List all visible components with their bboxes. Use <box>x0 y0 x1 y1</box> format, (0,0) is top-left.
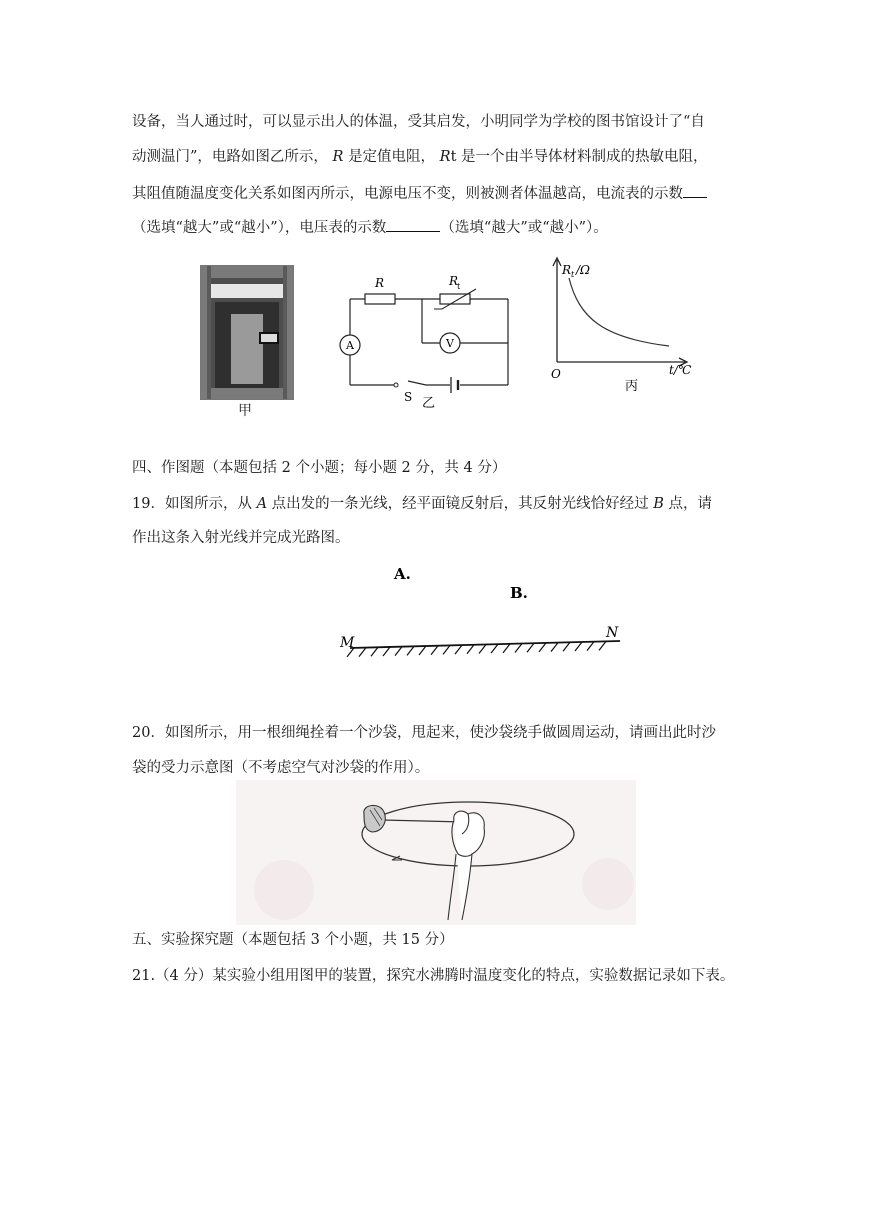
mirror-hatch-mark <box>587 642 594 651</box>
q18-line-2-a: 动测温门”，电路如图乙所示， <box>132 149 328 165</box>
label-ammeter: A <box>346 339 354 352</box>
mirror-hatch-mark <box>455 645 462 654</box>
q19-line-1-c: 点，请 <box>668 496 713 512</box>
label-bing: 丙 <box>625 379 639 392</box>
mirror-hatch-mark <box>539 643 546 652</box>
q18-rt-sub: t <box>450 149 457 165</box>
photo-illustration <box>201 266 293 399</box>
point-a[interactable]: A. <box>394 565 411 583</box>
q18-line-3 <box>132 182 707 204</box>
y-axis-sub: t <box>571 270 575 279</box>
mirror-hatch-mark <box>503 644 510 653</box>
mirror-hatch-mark <box>551 643 558 652</box>
q19-point-b-symbol: B <box>653 496 664 512</box>
q19-line-1-a: 19．如图所示，从 <box>132 496 252 512</box>
q18-line-4-b: （选填“越大”或“越小”）。 <box>440 220 608 236</box>
resistance-temperature-graph <box>545 252 705 392</box>
y-axis-unit: /Ω <box>576 263 590 277</box>
label-voltmeter: V <box>446 337 454 350</box>
rt-curve <box>569 278 669 346</box>
q18-line-3-text: 其阻值随温度变化关系如图丙所示，电源电压不变，则被测者体温越高，电流表的示数 <box>132 186 683 202</box>
mirror-hatch-mark <box>467 645 474 654</box>
q18-line-2-b: 是定值电阻， <box>348 149 436 165</box>
mirror-hatch-mark <box>575 642 582 651</box>
thermistor-rt <box>434 289 476 309</box>
q18-line-4 <box>132 216 608 238</box>
q19-line-1 <box>132 494 712 514</box>
resistor-r <box>365 294 395 304</box>
section-5-heading: 五、实验探究题（本题包括 3 个小题，共 15 分） <box>132 932 454 948</box>
mirror-label-m: M <box>340 635 355 651</box>
q21-line-1: 21.（4 分）某实验小组用图甲的装置，探究水沸腾时温度变化的特点，实验数据记录如下表。 <box>132 968 735 984</box>
label-jia: 甲 <box>238 403 252 419</box>
q18-rt-symbol: R <box>439 149 451 165</box>
mirror-hatch-mark <box>527 643 534 652</box>
plane-mirror-figure <box>330 555 640 665</box>
q18-line-2 <box>132 147 708 167</box>
q18-line-1: 设备，当人通过时，可以显示出人的体温，受其启发，小明同学为学校的图书馆设计了“自 <box>132 114 705 130</box>
mirror-hatch-mark <box>443 645 450 654</box>
point-b[interactable]: B. <box>510 584 528 602</box>
label-switch: S <box>404 390 413 404</box>
label-r: R <box>375 276 385 290</box>
answer-blank-voltage[interactable] <box>386 216 440 232</box>
mirror-hatch-mark <box>479 644 486 653</box>
mirror-hatch-mark <box>407 646 414 655</box>
mirror-hatch-mark <box>515 644 522 653</box>
mirror-hatch-mark <box>383 647 390 656</box>
sandbag-icon[interactable] <box>364 805 385 832</box>
q18-line-4-a: （选填“越大”或“越小”），电压表的示数 <box>132 220 387 236</box>
origin-label: O <box>551 367 561 381</box>
mirror-hatch-mark <box>563 642 570 651</box>
answer-blank-current[interactable] <box>683 182 707 198</box>
mirror-hatch-mark <box>395 647 402 656</box>
mirror-hatch-mark <box>431 646 438 655</box>
mirror-hatch-mark <box>359 648 366 657</box>
q18-line-2-c: 是一个由半导体材料制成的热敏电阻， <box>461 149 708 165</box>
mirror-label-n: N <box>606 625 619 641</box>
sandbag-rotation-figure <box>236 780 636 925</box>
mirror-hatch-mark <box>419 646 426 655</box>
label-rt: R <box>449 274 459 288</box>
mirror-surface[interactable] <box>347 641 620 657</box>
mirror-hatch-mark <box>599 641 606 650</box>
battery-icon <box>451 377 458 393</box>
label-yi: 乙 <box>422 396 436 411</box>
q19-line-1-b: 点出发的一条光线，经平面镜反射后，其反射光线恰好经过 <box>271 496 649 512</box>
x-axis-label: t/℃ <box>669 363 692 377</box>
temperature-gate-photo <box>200 265 294 400</box>
y-axis-label: R <box>562 263 572 277</box>
q20-line-2: 袋的受力示意图（不考虑空气对沙袋的作用）。 <box>132 760 430 776</box>
q18-r-symbol: R <box>332 149 344 165</box>
q19-point-a-symbol: A <box>256 496 268 512</box>
section-4-heading: 四、作图题（本题包括 2 个小题；每小题 2 分，共 4 分） <box>132 460 507 476</box>
mirror-hatch-mark <box>491 644 498 653</box>
switch-icon <box>394 383 398 387</box>
circuit-diagram <box>330 255 530 415</box>
label-rt-sub: t <box>457 282 461 291</box>
q19-line-2: 作出这条入射光线并完成光路图。 <box>132 530 350 546</box>
mirror-hatch-mark <box>371 647 378 656</box>
q20-line-1: 20．如图所示，用一根细绳拴着一个沙袋，甩起来，使沙袋绕手做圆周运动，请画出此时沙 <box>132 725 716 741</box>
